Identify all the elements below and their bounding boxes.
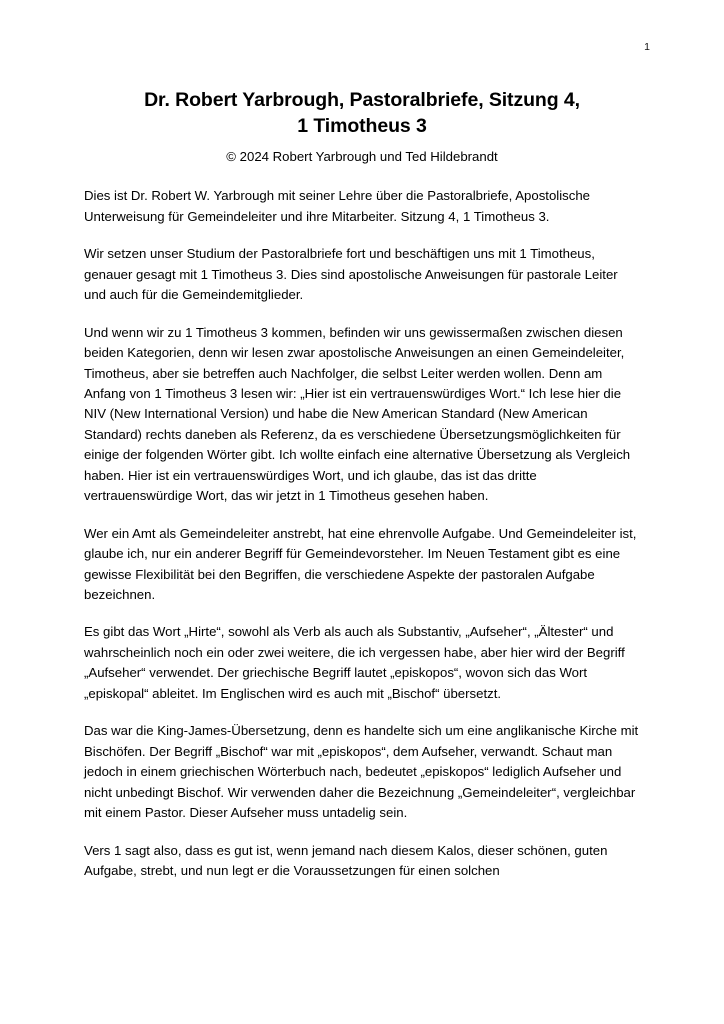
body-paragraph: Es gibt das Wort „Hirte“, sowohl als Verb als auch als Substantiv, „Aufseher“, „Ältester“ und wahrscheinlich noch ein oder zwei weitere, die ich vergessen habe, aber hier wird der Begriff „Aufseher“ verwendet. Der griechische Begriff lautet „episkopos“, wovon sich das Wort „episkopal“ ableitet. Im Englischen wird es auch mit „Bischof“ übersetzt. (84, 624, 625, 701)
body-paragraph: Vers 1 sagt also, dass es gut ist, wenn jemand nach diesem Kalos, dieser schönen, guten Aufgabe, strebt, und nun legt er die Voraussetzungen für einen solchen (84, 842, 608, 879)
body-paragraph: Wer ein Amt als Gemeindeleiter anstrebt, hat eine ehrenvolle Aufgabe. Und Gemeindeleiter ist, glaube ich, nur ein anderer Begriff für Gemeindevorsteher. Im Neuen Testament gibt es eine gewisse Flexibilität bei den Begriffen, die verschiedene Aspekte der pastoralen Aufgabe bezeichnen. (84, 525, 637, 603)
page-number: 1 (644, 41, 650, 53)
title-line-1: Dr. Robert Yarbrough, Pastoralbriefe, Sitzung 4, (144, 89, 580, 111)
document-body (84, 186, 640, 881)
page-title (84, 36, 640, 140)
body-paragraph: Dies ist Dr. Robert W. Yarbrough mit seiner Lehre über die Pastoralbriefe, Apostolische Unterweisung für Gemeindeleiter und ihre Mitarbeiter. Sitzung 4, 1 Timotheus 3. (84, 188, 591, 224)
copyright-notice: © 2024 Robert Yarbrough und Ted Hildebrandt (226, 148, 498, 164)
body-paragraph: Und wenn wir zu 1 Timotheus 3 kommen, befinden wir uns gewissermaßen zwischen diesen beiden Kategorien, denn wir lesen zwar apostolische Anweisungen an einen Gemeindeleiter, Timotheus, aber sie betreffen auch Nachfolger, die selbst Leiter werden wollen. Denn am Anfang von 1 Timotheus 3 lesen wir: „Hier ist ein vertrauenswürdiges Wort.“ Ich lese hier die NIV (New International Version) und habe die New American Standard (New American Standard) rechts daneben als Referenz, da es verschiedene Übersetzungsmöglichkeiten für einige der folgenden Wörter gibt. Ich wollte einfach eine alternative Übersetzung als Vergleich haben. Hier ist ein vertrauenswürdiges Wort, und ich glaube, das ist das dritte vertrauenswürdige Wort, das wir jetzt in 1 Timotheus gesehen haben. (84, 324, 631, 504)
body-paragraph: Wir setzen unser Studium der Pastoralbriefe fort und beschäftigen uns mit 1 Timotheus, genauer gesagt mit 1 Timotheus 3. Dies sind apostolische Anweisungen für pastorale Leiter und auch für die Gemeindemitglieder. (84, 246, 618, 303)
title-line-2: 1 Timotheus 3 (297, 114, 427, 137)
body-paragraph: Das war die King-James-Übersetzung, denn es handelte sich um eine anglikanische Kirche mit Bischöfen. Der Begriff „Bischof“ war mit „episkopos“, dem Aufseher, verwandt. Schaut man jedoch in einem griechischen Wörterbuch nach, bedeutet „episkopos“ lediglich Aufseher und nicht unbedingt Bischof. Wir verwenden daher die Bezeichnung „Gemeindeleiter“, vergleichbar mit einem Pastor. Dieser Aufseher muss untadelig sein. (84, 723, 639, 821)
